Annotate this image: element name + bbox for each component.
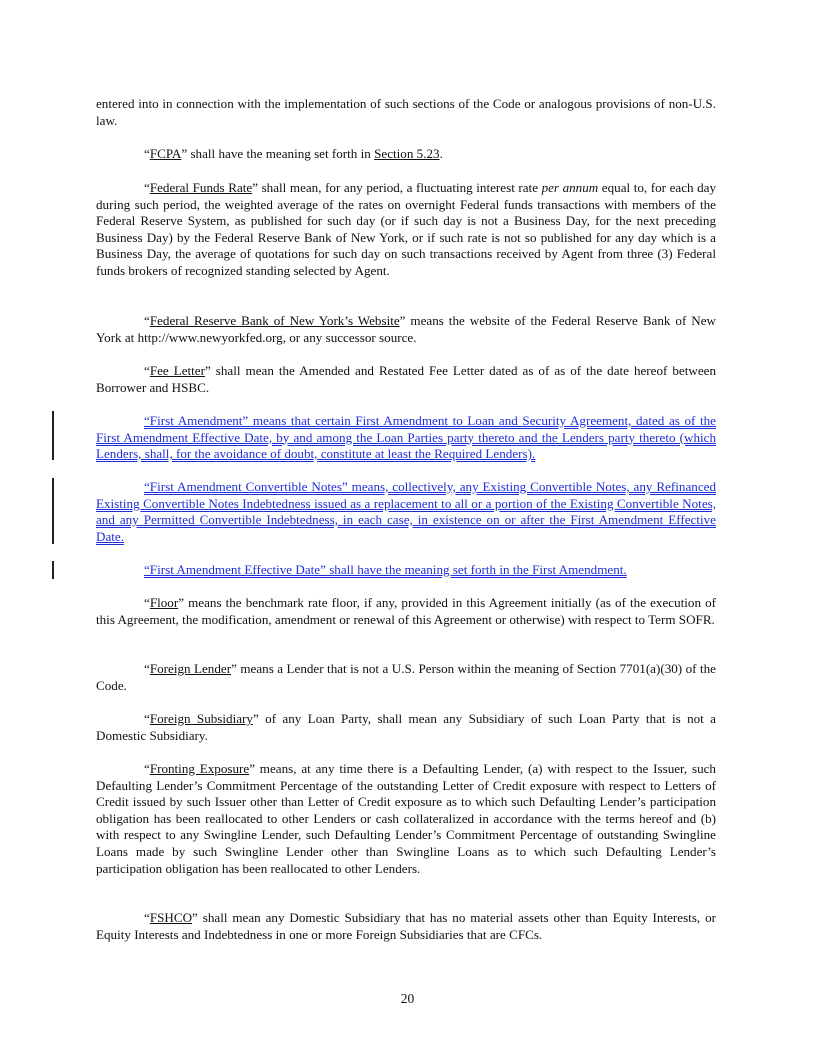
definition-fcpa: “FCPA” shall have the meaning set forth in Section 5.23. (144, 146, 443, 161)
defined-term: Floor (149, 595, 179, 610)
defined-term: Federal Funds Rate (149, 180, 253, 195)
paragraph-continuation: entered into in connection with the implementation of such sections of the Code or analogous provisions of non-U.S. law. (96, 96, 716, 128)
change-bar (52, 561, 54, 579)
page-number: 20 (400, 991, 415, 1006)
defined-term: FSHCO (149, 910, 193, 925)
definition-foreign-lender: “Foreign Lender” means a Lender that is not a U.S. Person within the meaning of Section 7701(a)(30) of the Code. (96, 661, 716, 693)
defined-term: Foreign Lender (149, 661, 232, 676)
section-reference: Section 5.23 (374, 146, 440, 161)
definition-fee-letter: “Fee Letter” shall mean the Amended and Restated Fee Letter dated as of as of the date hereof between Borrower and HSBC. (96, 363, 717, 395)
definition-floor: “Floor” means the benchmark rate floor, if any, provided in this Agreement initially (as of the execution of this Agreement, the modification, amendment or renewal of this Agreement or otherwise) with respect to Term SOFR. (96, 595, 716, 627)
change-bar (52, 411, 54, 460)
defined-term: Fee Letter (149, 363, 205, 378)
definition-first-amendment-effective-date: “First Amendment Effective Date” shall have the meaning set forth in the First Amendment. (144, 562, 627, 577)
definition-first-amendment: “First Amendment” means that certain First Amendment to Loan and Security Agreement, dated as of the First Amendment Effective Date, by and among the Loan Parties party thereto and the Lenders party thereto (which Lenders, shall, for the avoidance of doubt, constitute at least the Required Lenders). (96, 413, 716, 462)
definition-first-amendment-convertible-notes: “First Amendment Convertible Notes” means, collectively, any Existing Convertible Notes, any Refinanced Existing Convertible Notes Indebtedness issued as a replacement to all or a portion of the Existing Convertible Notes, and any Permitted Convertible Indebtedness, in each case, in existence on or after the First Amendment Effective Date. (96, 479, 716, 544)
definition-fronting-exposure: “Fronting Exposure” means, at any time there is a Defaulting Lender, (a) with respect to the Issuer, such Defaulting Lender’s Commitment Percentage of the outstanding Letter of Credit exposure with respect to Letters of Credit issued by such Issuer other than Letter of Credit exposure as to which such Defaulting Lender’s participation obligation has been reallocated to other Lenders or cash collateralized in accordance with the terms hereof and (b) with respect to any Swingline Lender, such Defaulting Lender’s Commitment Percentage of outstanding Swingline Loans made by such Swingline Lender other than Swingline Loans as to which such Defaulting Lender’s participation obligation has been reallocated to other Lenders. (96, 761, 716, 876)
defined-term: Fronting Exposure (149, 761, 250, 776)
definition-federal-funds-rate: “Federal Funds Rate” shall mean, for any period, a fluctuating interest rate per annum equal to, for each day during such period, the weighted average of the rates on overnight Federal funds transactions with members of the Federal Reserve System, as published for such day (or if such day is not a Business Day, for the next preceding Business Day) by the Federal Reserve Bank of New York, or if such rate is not so published for any day which is a Business Day, the average of quotations for such day on such transactions received by Agent from three (3) Federal funds brokers of recognized standing selected by Agent. (96, 180, 717, 278)
change-bar (52, 478, 54, 544)
definition-fshco: “FSHCO” shall mean any Domestic Subsidiary that has no material assets other than Equity Interests, or Equity Interests and Indebtedness in one or more Foreign Subsidiaries that are CFCs. (96, 910, 716, 942)
defined-term: FCPA (149, 146, 182, 161)
definition-foreign-subsidiary: “Foreign Subsidiary” of any Loan Party, shall mean any Subsidiary of such Loan Party that is not a Domestic Subsidiary. (96, 711, 716, 743)
defined-term: Federal Reserve Bank of New York’s Website (149, 313, 400, 328)
defined-term: Foreign Subsidiary (149, 711, 253, 726)
definition-frbny-website: “Federal Reserve Bank of New York’s Website” means the website of the Federal Reserve Bank of New York at http://www.newyorkfed.org, or any successor source. (96, 313, 716, 345)
